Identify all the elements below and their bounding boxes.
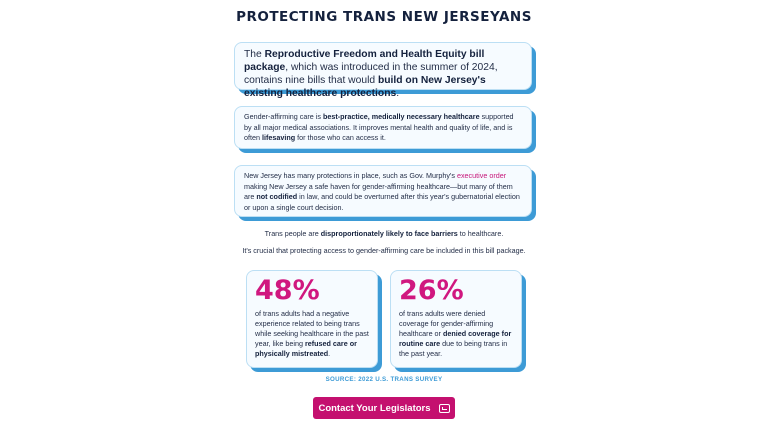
gender-affirming-care-card: Gender-affirming care is best-practice, medically necessary healthcare supported by all major medical associations. It improves mental health and quality of life, and is often lifesaving for those who can access it. (234, 106, 532, 149)
source-citation: SOURCE: 2022 U.S. TRANS SURVEY (325, 376, 443, 383)
nj-protections-card: New Jersey has many protections in place, such as Gov. Murphy's executive order making New Jersey a safe haven for gender-affirming healthcare—but many of them are not codified in law, and could be overturned after this year's gubernatorial election or upon a single court decision. (234, 165, 532, 217)
stat-value: 48% (255, 275, 320, 306)
page-title: PROTECTING TRANS NEW JERSEYANS (236, 9, 532, 25)
stat-card-26: 26% of trans adults were denied coverage for gender-affirming healthcare or denied coverage for routine care due to being trans in the past year. (390, 270, 522, 368)
executive-order-link[interactable]: executive order (456, 171, 507, 180)
intro-card: The Reproductive Freedom and Health Equity bill package, which was introduced in the summer of 2024, contains nine bills that would build on New Jersey's existing healthcare protections. (234, 42, 532, 90)
build-protections-emphasis: build on New Jersey's existing healthcare protections (244, 75, 486, 99)
stat-card-48: 48% of trans adults had a negative experience related to being trans while seeking healthcare in the past year, like being refused care or physically mistreated. (246, 270, 378, 368)
bill-package-name: Reproductive Freedom and Health Equity bill package (244, 49, 485, 73)
stat-value: 26% (399, 275, 464, 306)
cta-label: Contact Your Legislators (318, 402, 431, 414)
crucial-statement: It's crucial that protecting access to gender-affirming care be included in this bill package. (242, 246, 526, 255)
mail-icon (439, 404, 450, 413)
barriers-statement: Trans people are disproportionately likely to face barriers to healthcare. (264, 229, 504, 238)
contact-legislators-button[interactable] (313, 397, 455, 419)
